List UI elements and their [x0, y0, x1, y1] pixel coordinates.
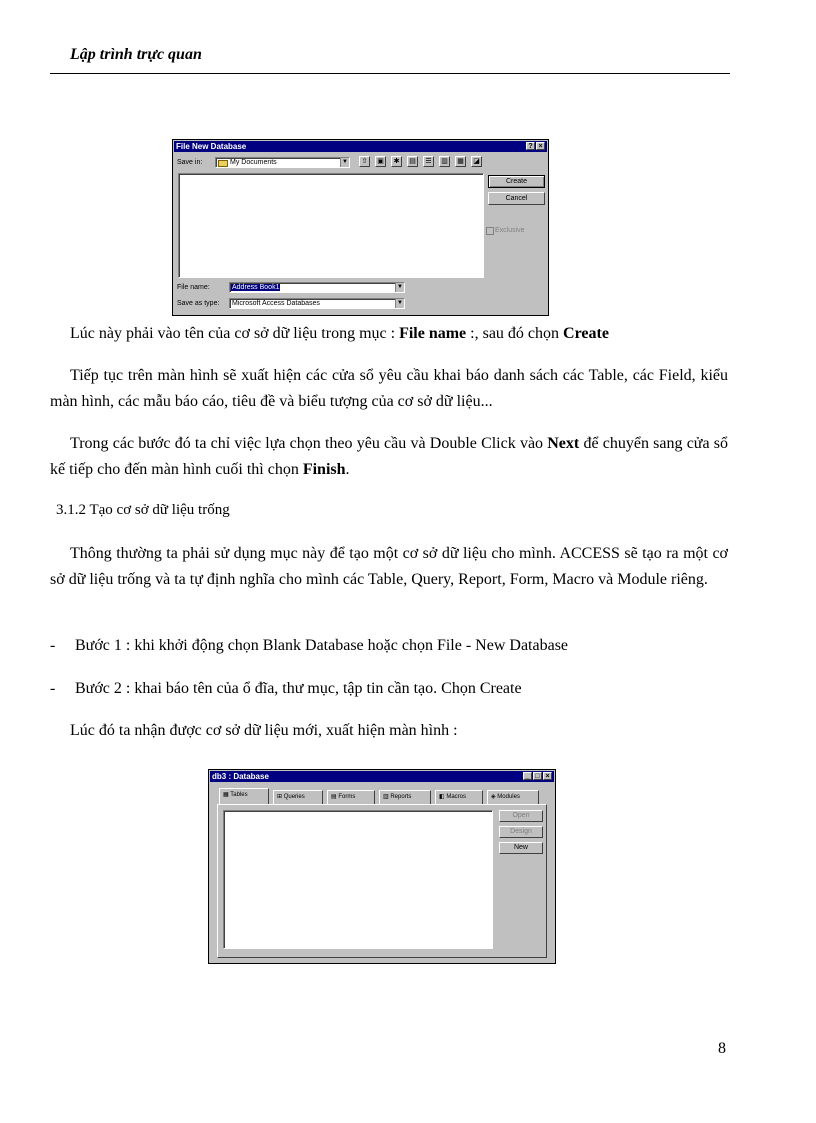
save-in-value: My Documents: [230, 159, 277, 166]
details-view-icon[interactable]: ▥: [439, 156, 450, 167]
list-view-icon[interactable]: ☰: [423, 156, 434, 167]
bullet-step-2: [50, 680, 522, 698]
maximize-button[interactable]: □: [533, 772, 542, 780]
page-header-title: Lập trình trực quan: [70, 46, 202, 63]
file-name-label: File name:: [177, 284, 210, 291]
save-as-type-label: Save as type:: [177, 300, 220, 307]
tab-reports[interactable]: [379, 790, 431, 804]
paragraph-2: Tiếp tục trên màn hình sẽ xuất hiện các cửa sổ yêu cầu khai báo danh sách các Table, các Field, kiểu màn hình, các mẫu báo cáo, tiêu đề và biểu tượng của cơ sở dữ liệu...: [50, 367, 728, 410]
section-heading: 3.1.2 Tạo cơ sở dữ liệu trống: [56, 502, 230, 518]
new-button[interactable]: New: [499, 842, 543, 854]
chevron-down-icon[interactable]: ▼: [340, 158, 349, 167]
forms-icon: ▤: [331, 794, 339, 800]
help-button[interactable]: ?: [526, 142, 535, 150]
tab-tables[interactable]: [219, 788, 269, 804]
tables-icon: ▦: [223, 792, 231, 798]
save-as-type-dropdown[interactable]: [229, 298, 405, 309]
folder-icon: [218, 160, 228, 167]
open-button[interactable]: Open: [499, 810, 543, 822]
queries-icon: ⊞: [277, 794, 284, 800]
exclusive-label: Exclusive: [495, 227, 525, 234]
tab-modules-label: Modules: [497, 794, 520, 800]
p1-text-d: Create: [563, 325, 609, 342]
paragraph-1: [50, 321, 728, 347]
database-title-bar: [210, 771, 554, 782]
tab-modules[interactable]: [487, 790, 539, 804]
reports-icon: ▥: [383, 794, 391, 800]
dialog-title: File New Database: [176, 142, 247, 151]
p3-text-c: để chuyển sang cửa sổ kế tiếp cho đến màn hình cuối thì chọn: [50, 435, 728, 478]
macros-icon: ◧: [439, 794, 447, 800]
chevron-down-icon[interactable]: ▼: [395, 283, 404, 292]
tab-queries-label: Queries: [283, 794, 305, 800]
paragraph-5: Lúc đó ta nhận được cơ sở dữ liệu mới, xuất hiện màn hình :: [70, 722, 458, 739]
up-folder-icon[interactable]: ⇧: [359, 156, 370, 167]
modules-icon: ◈: [491, 794, 498, 800]
database-title: db3 : Database: [212, 772, 269, 781]
favorites-icon[interactable]: ▤: [407, 156, 418, 167]
cancel-button[interactable]: Cancel: [488, 192, 545, 205]
bullet-step-1: [50, 637, 568, 655]
tab-forms-label: Forms: [338, 794, 356, 800]
p1-text-a: Lúc này phải vào tên của cơ sở dữ liệu trong mục :: [70, 325, 400, 342]
bullet-2-text: Bước 2 : khai báo tên của ổ đĩa, thư mục, tập tin cần tạo. Chọn Create: [75, 680, 522, 697]
header-rule: [50, 73, 730, 74]
p3-text-d: Finish: [302, 461, 346, 478]
design-button[interactable]: Design: [499, 826, 543, 838]
paragraph-3: [50, 431, 728, 483]
file-name-input[interactable]: [229, 282, 405, 293]
bullet-1-text: Bước 1 : khi khởi động chọn Blank Database hoặc chọn File - New Database: [75, 637, 569, 654]
p1-text-b: File name: [399, 325, 467, 342]
tab-macros[interactable]: [435, 790, 483, 804]
tab-queries[interactable]: [273, 790, 323, 804]
tab-tables-label: Tables: [230, 792, 248, 798]
bullet-dash: -: [50, 637, 56, 654]
file-new-database-dialog: [172, 139, 549, 316]
new-folder-icon[interactable]: ✱: [391, 156, 402, 167]
file-name-value: Address Book1: [232, 284, 280, 291]
exclusive-checkbox[interactable]: [486, 227, 494, 235]
create-button[interactable]: Create: [488, 175, 545, 188]
page-number: 8: [718, 1040, 726, 1057]
save-in-dropdown[interactable]: [215, 157, 350, 168]
close-button[interactable]: ×: [543, 772, 552, 780]
p3-text-e: .: [345, 461, 350, 478]
tab-reports-label: Reports: [390, 794, 412, 800]
tab-forms[interactable]: [327, 790, 375, 804]
object-list[interactable]: [223, 810, 493, 949]
save-in-label: Save in:: [177, 159, 203, 166]
p1-text-c: :, sau đó chọn: [466, 325, 564, 342]
minimize-button[interactable]: _: [523, 772, 532, 780]
database-window: [208, 769, 556, 964]
bullet-dash: -: [50, 680, 56, 697]
paragraph-4: Thông thường ta phải sử dụng mục này để tạo một cơ sở dữ liệu cho mình. ACCESS sẽ tạo ra một cơ sở dữ liệu trống và ta tự định nghĩa cho mình các Table, Query, Report, Form, Macro và Module riêng.: [50, 545, 728, 588]
close-button[interactable]: ×: [536, 142, 545, 150]
dialog-title-bar: [174, 141, 547, 152]
save-as-type-value: Microsoft Access Databases: [232, 300, 320, 307]
properties-icon[interactable]: ▦: [455, 156, 466, 167]
desktop-icon[interactable]: ▣: [375, 156, 386, 167]
commands-icon[interactable]: ◪: [471, 156, 482, 167]
p3-text-b: Next: [547, 435, 580, 452]
p3-text-a: Trong các bước đó ta chỉ việc lựa chọn theo yêu cầu và Double Click vào: [70, 435, 548, 452]
file-list-area[interactable]: [178, 173, 484, 278]
chevron-down-icon[interactable]: ▼: [395, 299, 404, 308]
tab-macros-label: Macros: [446, 794, 467, 800]
